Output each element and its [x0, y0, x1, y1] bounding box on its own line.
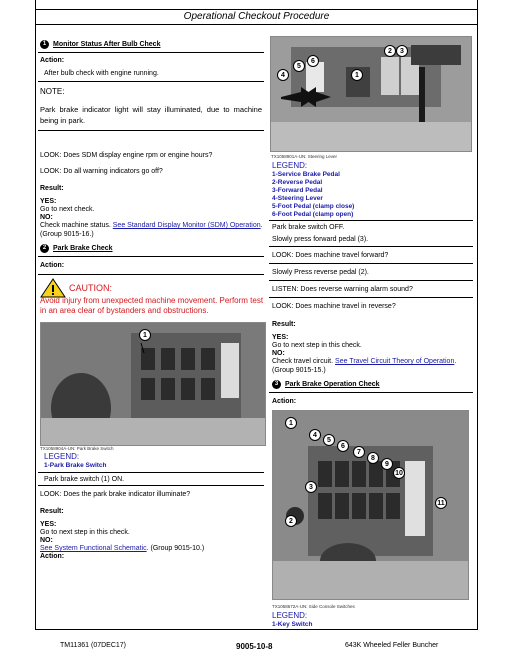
s3-image-caption: TX1058672A-UN: Side Console Switches [272, 604, 355, 609]
s3-legend-title: LEGEND: [272, 611, 308, 620]
r-step-2: Slowly press forward pedal (3). [272, 236, 369, 243]
top-callout-1: 1 [351, 69, 363, 81]
s3-legend-item-1: 1-Key Switch [272, 621, 313, 628]
s1-action-text: After bulb check with engine running. [44, 70, 159, 77]
caution-icon [40, 278, 66, 298]
top-image-caption: TX1058901A-UN: Steering Lever [271, 154, 338, 159]
s3-callout-7: 7 [353, 446, 365, 458]
section-1-number: 1 [40, 40, 49, 49]
top-callout-2: 2 [384, 45, 396, 57]
caution-text: Avoid injury from unexpected machine movement. Perform test in an area clear of bystanders and obstructions. [40, 296, 264, 315]
s1-result-label: Result: [40, 185, 64, 192]
top-legend-item: 5-Foot Pedal (clamp close) [272, 203, 355, 210]
footer-product: 643K Wheeled Feller Buncher [345, 642, 439, 649]
sdm-operation-link[interactable]: See Standard Display Monitor (SDM) Operation [112, 222, 261, 229]
s3-action-label: Action: [272, 398, 297, 405]
s3-callout-1: 1 [285, 417, 297, 429]
s2-yes-label: YES: [40, 521, 57, 528]
footer-page-number: 9005-10-8 [236, 642, 273, 651]
side-console-switches-image [272, 410, 469, 600]
section-1-title: Monitor Status After Bulb Check [53, 41, 161, 48]
s3-callout-8: 8 [367, 452, 379, 464]
caution-label: CAUTION: [69, 283, 113, 293]
s2-look: LOOK: Does the park brake indicator illuminate? [40, 491, 191, 498]
section-2-heading [40, 244, 113, 253]
s2-legend-item-1: 1-Park Brake Switch [44, 462, 107, 469]
top-legend-list [272, 171, 354, 219]
page-header: Operational Checkout Procedure [35, 9, 478, 25]
s2-action-label: Action: [40, 262, 65, 269]
r-yes-label: YES: [272, 334, 289, 341]
s2-no-label: NO: [40, 537, 53, 544]
r-step-1: Park brake switch OFF. [272, 224, 345, 231]
s2-image-caption: TX1058904A-UN: Park Brake Switch [40, 446, 114, 451]
system-schematic-link[interactable]: See System Functional Schematic [40, 545, 147, 552]
top-legend-item: 4-Steering Lever [272, 195, 323, 202]
s1-no-text: Check machine status. See Standard Display Monitor (SDM) Operation. (Group 9015-16.) [40, 222, 263, 238]
s2-step: Park brake switch (1) ON. [44, 476, 125, 483]
s1-yes-label: YES: [40, 198, 57, 205]
r-look-1: LOOK: Does machine travel forward? [272, 252, 389, 259]
s3-callout-6: 6 [337, 440, 349, 452]
s1-look-1: LOOK: Does SDM display engine rpm or engine hours? [40, 152, 213, 159]
steering-lever-image [270, 36, 472, 152]
s3-callout-11: 11 [435, 497, 447, 509]
top-legend-title: LEGEND: [272, 161, 308, 170]
r-yes-text: Go to next step in this check. [272, 342, 362, 349]
s1-note-text: Park brake indicator light will stay illuminated, due to machine being in park. [40, 105, 262, 125]
s2-callout-1: 1 [139, 329, 151, 341]
section-2-number: 2 [40, 244, 49, 253]
s3-callout-5: 5 [323, 434, 335, 446]
r-listen: LISTEN: Does reverse warning alarm sound? [272, 286, 413, 293]
section-2-title: Park Brake Check [53, 245, 113, 252]
r-look-2: LOOK: Does machine travel in reverse? [272, 303, 396, 310]
s3-callout-2: 2 [285, 515, 297, 527]
section-1-heading [40, 40, 160, 49]
s1-no-label: NO: [40, 214, 53, 221]
r-no-text: Check travel circuit. See Travel Circuit Theory of Operation. (Group 9015-15.) [272, 358, 457, 374]
s1-look-2: LOOK: Do all warning indicators go off? [40, 168, 163, 175]
r-no-label: NO: [272, 350, 285, 357]
s1-yes-text: Go to next check. [40, 206, 95, 213]
s2-yes-text: Go to next step in this check. [40, 529, 130, 536]
travel-circuit-link[interactable]: See Travel Circuit Theory of Operation [335, 358, 455, 365]
top-callout-5: 5 [293, 60, 305, 72]
top-legend-item: 1-Service Brake Pedal [272, 171, 340, 178]
top-legend-item: 2-Reverse Pedal [272, 179, 323, 186]
top-callout-3: 3 [396, 45, 408, 57]
r-result-label: Result: [272, 321, 296, 328]
s3-callout-9: 9 [381, 458, 393, 470]
s2-action-2-label: Action: [40, 553, 65, 560]
s1-note-label: NOTE: [40, 87, 65, 96]
section-3-heading [272, 380, 380, 389]
footer-doc-id: TM11361 (07DEC17) [60, 642, 127, 649]
s2-no-text: See System Functional Schematic. (Group 9015-10.) [40, 545, 205, 552]
top-callout-6: 6 [307, 55, 319, 67]
park-brake-switch-image [40, 322, 266, 446]
section-3-title: Park Brake Operation Check [285, 381, 380, 388]
s3-callout-4: 4 [309, 429, 321, 441]
s2-result-label: Result: [40, 508, 64, 515]
r-step-3: Slowly Press reverse pedal (2). [272, 269, 369, 276]
s3-callout-3: 3 [305, 481, 317, 493]
s2-legend-title: LEGEND: [44, 452, 80, 461]
section-3-number: 3 [272, 380, 281, 389]
s3-callout-10: 10 [393, 467, 405, 479]
top-legend-item: 3-Forward Pedal [272, 187, 323, 194]
s1-action-label: Action: [40, 57, 65, 64]
top-callout-4: 4 [277, 69, 289, 81]
top-legend-item: 6-Foot Pedal (clamp open) [272, 211, 354, 218]
